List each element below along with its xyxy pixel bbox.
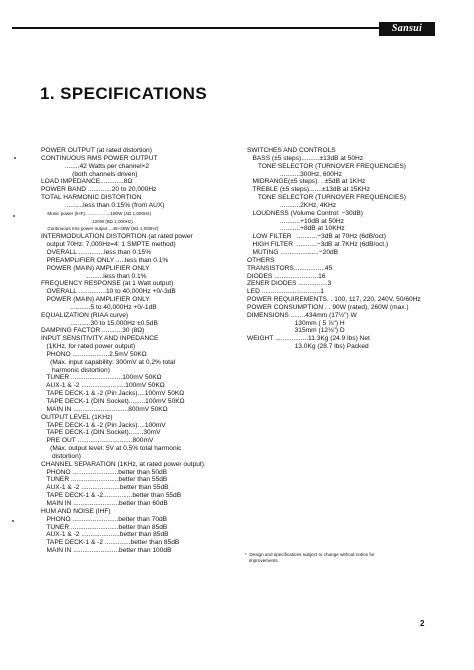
spec-line: OVERALL ...............10 to 40,000Hz +0/-3dB xyxy=(41,288,176,296)
spec-line: DIODES ........................16 xyxy=(247,272,326,280)
spec-line: POWER BAND .............20 to 20,000Hz xyxy=(41,186,157,194)
spec-line: TONE SELECTOR (TURNOVER FREQUENCIES) xyxy=(247,194,407,202)
spec-line: DIMENSIONS ........434mm (17½") W xyxy=(247,311,357,319)
spec-line: ........42 Watts per channel×2 xyxy=(41,162,150,170)
footnote: * Design and specifications subject to change without notice for improvements. xyxy=(245,552,375,563)
scan-speck xyxy=(14,157,16,159)
brand-logo: Sansui xyxy=(379,22,435,36)
spec-line: MIDRANGE(±5 steps). . ±5dB at 1KHz xyxy=(247,178,366,186)
spec-column-right xyxy=(247,147,447,351)
spec-line: MAIN IN .........................better than 60dB xyxy=(41,499,168,507)
spec-line: TONE SELECTOR (TURNOVER FREQUENCIES) xyxy=(247,162,407,170)
header-rule xyxy=(12,27,432,29)
spec-line: POWER (MAIN) AMPLIFIER ONLY xyxy=(41,264,150,272)
spec-line: TOTAL HARMONIC DISTORTION xyxy=(41,194,142,202)
spec-line: ...........30 to 15,000Hz ±0.5dB xyxy=(41,319,158,327)
spec-line: TAPE DECK-1 & -2 (Pin Jacks)....100mV 50KΩ xyxy=(41,390,185,398)
spec-line: ...........+8dB at 10KHz xyxy=(247,225,345,233)
spec-line: (Max. output level: 5V at 0.5% total harmonic xyxy=(41,445,182,453)
spec-line: 13.0Kg (28.7 lbs) Packed xyxy=(247,343,369,351)
spec-line: WEIGHT ..................11.3Kg (24.9 lbs) Net xyxy=(247,335,370,343)
spec-line: PRE OUT ..............................800mV xyxy=(41,437,154,445)
spec-line: CONTINUOUS RMS POWER OUTPUT xyxy=(41,154,158,162)
spec-line: LOW FILTER ...........−3dB at 70Hz (6dB/oct) xyxy=(247,233,386,241)
page-number: 2 xyxy=(420,619,425,628)
spec-line: ...........2KHz, 4KHz xyxy=(247,201,337,209)
spec-line: output 70Hz: 7,000Hz=4: 1 SMPTE method) xyxy=(41,241,176,249)
spec-line: FREQUENCY RESPONSE (at 1 Watt output) xyxy=(41,280,174,288)
spec-line: distortion) xyxy=(41,452,81,460)
spec-line: ...........5 to 40,000Hz +0/-1dB xyxy=(41,303,157,311)
spec-line: SWITCHES AND CONTROLS xyxy=(247,147,336,154)
spec-line: AUX-1 & -2 ........................100mV 50KΩ xyxy=(41,382,165,390)
spec-line: AUX-1 & -2 .....................better than 85dB xyxy=(41,531,169,539)
spec-line: CHANNEL SEPARATION (1KHz, at rated power output) xyxy=(41,460,204,468)
spec-line: TUNER ..........................better than 55dB xyxy=(41,476,168,484)
spec-line: ...........+10dB at 50Hz xyxy=(247,217,344,225)
spec-line: harmonic distortion) xyxy=(41,366,110,374)
spec-line: Music power (IHF)....................180W (4Ω 1,000Hz) xyxy=(41,210,152,216)
spec-line: LOAD IMPEDANCE.............8Ω xyxy=(41,178,133,186)
spec-line: OVERALL ..............less than 0.15% xyxy=(41,248,152,256)
spec-line: EQUALIZATION (RIAA curve) xyxy=(41,311,129,319)
spec-line: OUTPUT LEVEL (1KHz) xyxy=(41,413,113,421)
spec-line: POWER REQUIREMENTS. . 100, 117, 220, 240V, 50/60Hz xyxy=(247,296,421,304)
spec-line: POWER OUTPUT (at rated distortion) xyxy=(41,147,152,154)
spec-line: LED ................................1 xyxy=(247,288,324,296)
spec-line: ...........300Hz, 600Hz xyxy=(247,170,342,178)
spec-line: MAIN IN .........................better than 100dB xyxy=(41,547,172,555)
spec-line: TAPE DECK-1 & -2 ..............better than 85dB xyxy=(41,539,180,547)
page-title: 1. SPECIFICATIONS xyxy=(40,84,208,103)
spec-line: INTERMODULATION DISTORTION (at rated power xyxy=(41,233,193,241)
spec-line: 120W (8Ω 1,000Hz) xyxy=(41,218,133,224)
spec-line: TUNER ............................100mV 50KΩ xyxy=(41,374,162,382)
spec-line: HUM AND NOISE (IHF) xyxy=(41,507,111,515)
spec-line: ZENER DIODES ................3 xyxy=(247,280,332,288)
spec-line: MUTING .....................−20dB xyxy=(247,248,339,256)
spec-line: ..........less than 0.15% (from AUX) xyxy=(41,201,165,209)
spec-line: TAPE DECK-1 (DIN Socket)........30mV xyxy=(41,429,161,437)
spec-line: .........less than 0.1% xyxy=(41,272,147,280)
spec-line: TAPE DECK-1 & -2................better than 55dB xyxy=(41,492,182,500)
spec-line: POWER CONSUMPTION . . 90W (rated), 260W (max.) xyxy=(247,303,409,311)
spec-line: INPUT SENSITIVITY AND INPEDANCE xyxy=(41,335,159,343)
spec-line: TAPE DECK-1 & -2 (Pin Jacks)....100mV xyxy=(41,421,166,429)
spec-line: Continuous rms power output ...45+45W (8Ω 1,000Hz) xyxy=(41,226,159,232)
spec-line: TAPE DECK-1 (DIN Socket).........100mV 50KΩ xyxy=(41,398,185,405)
spec-line: PHONO .........................better than 50dB xyxy=(41,468,168,476)
spec-line: AUX-1 & -2 .....................better than 55dB xyxy=(41,484,169,492)
spec-line: 315mm (12⅛") D xyxy=(247,327,345,335)
spec-line: (Max. input capability: 300mV at 0.2% total xyxy=(41,358,176,366)
spec-column-left xyxy=(41,147,241,555)
spec-line: BASS (±5 steps)..........±13dB at 50Hz xyxy=(247,154,364,162)
spec-line: (both channels driven) xyxy=(41,170,138,178)
spec-line: TRANSISTORS.................45 xyxy=(247,264,333,272)
spec-line: LOUDNESS (Volume Control: −30dB) xyxy=(247,209,363,217)
spec-line: MAIN IN ..............................800mV 50KΩ xyxy=(41,405,168,413)
spec-line: OTHERS xyxy=(247,256,275,264)
scan-speck xyxy=(12,520,14,522)
spec-line: TREBLE (±5 steps).......±13dB at 15KHz xyxy=(247,186,370,194)
spec-line: HIGH FILTER ...........−3dB at 7KHz (6dB/oct.) xyxy=(247,241,389,249)
spec-line: PREAMPLIFIER ONLY .....less than 0.1% xyxy=(41,256,169,264)
spec-line: DAMPING FACTOR ...........30 (8Ω) xyxy=(41,327,145,335)
spec-line: PHONO .........................better than 70dB xyxy=(41,515,168,523)
spec-line: PHONO ....................2.5mV 50KΩ xyxy=(41,350,147,358)
spec-line: POWER (MAIN) AMPLIFIER ONLY xyxy=(41,296,150,304)
spec-line: TUNER ..........................better than 85dB xyxy=(41,523,168,531)
scan-speck xyxy=(13,215,15,217)
spec-line: 130mm ( 5 ⅞") H xyxy=(247,319,345,327)
spec-line: (1KHz, for rated power output) xyxy=(41,343,136,351)
